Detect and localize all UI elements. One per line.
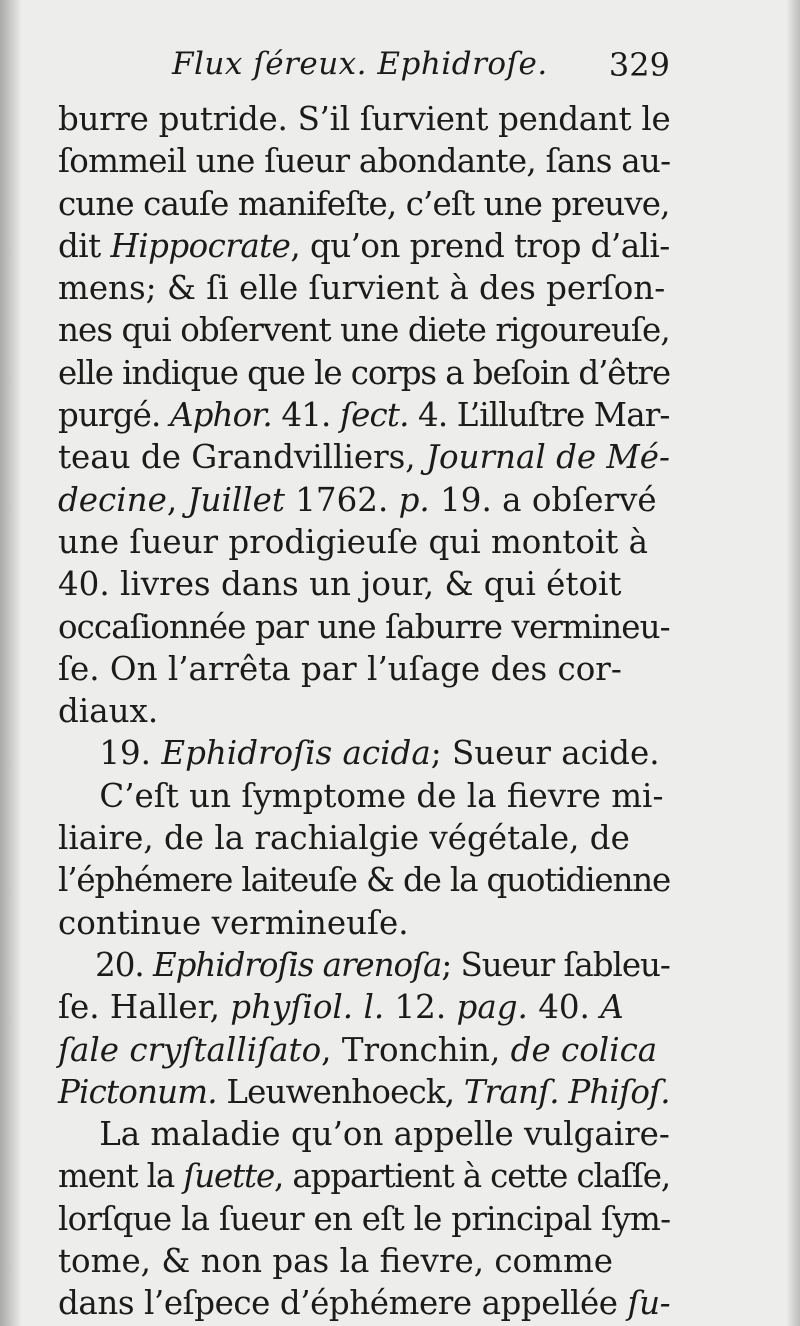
page-number: 329	[608, 46, 670, 84]
text-run: burre putride. S’il ſurvient pendant le	[58, 100, 671, 138]
italic-text-run: Journal de Mé-	[425, 438, 670, 477]
text-line	[58, 732, 670, 774]
text-run: cune cauſe manifeſte, c’eſt une preuve,	[58, 184, 670, 223]
text-run: ſe. Haller,	[58, 988, 231, 1027]
text-line	[58, 606, 670, 648]
italic-text-run: decine	[58, 480, 167, 519]
text-run: 40.	[527, 988, 601, 1027]
text-run: l’éphémere laiteuſe & de la quotidienne	[58, 861, 671, 900]
italic-text-run: ſuette	[183, 1157, 275, 1196]
italic-text-run: Juillet	[187, 480, 285, 519]
text-run: dit	[58, 226, 111, 265]
text-line	[58, 986, 670, 1028]
text-line	[58, 479, 670, 521]
text-run: ; Sueur acide.	[430, 734, 660, 773]
text-run: dans l’eſpece d’éphémere appellée	[58, 1284, 628, 1323]
text-run: occaſionnée par une ſaburre vermineu-	[58, 607, 670, 646]
italic-text-run: A	[600, 988, 624, 1027]
text-line	[58, 140, 670, 182]
text-run: tome, & non pas la fievre, comme	[58, 1242, 613, 1281]
text-line	[58, 436, 670, 478]
text-run: C’eſt un ſymptome de la fievre mi-	[58, 776, 664, 815]
text-run: , qu’on prend trop d’ali-	[290, 226, 670, 265]
text-run: , Tronchin,	[321, 1030, 511, 1069]
text-run: ; Sueur ſableu-	[441, 945, 670, 984]
italic-text-run: Hippocrate	[110, 226, 291, 265]
text-run: 4. L’illuſtre Mar-	[408, 396, 670, 435]
text-run: une ſueur prodigieuſe qui montoit à	[58, 522, 649, 561]
text-run: ment la	[58, 1157, 184, 1196]
italic-text-run: phyſiol. l.	[230, 988, 385, 1027]
text-run: 19.	[58, 734, 162, 773]
italic-text-run: Pictonum.	[58, 1072, 217, 1111]
text-run: purgé.	[58, 396, 170, 435]
italic-text-run: ſect.	[339, 396, 409, 435]
text-run: elle indique que le corps a beſoin d’être	[58, 353, 670, 392]
text-run: 1762.	[284, 480, 399, 519]
text-line	[58, 690, 670, 732]
text-line	[58, 1071, 670, 1113]
text-run: La maladie qu’on appelle vulgaire-	[58, 1115, 670, 1154]
text-line	[58, 225, 670, 267]
text-run: 20.	[58, 945, 153, 984]
text-line	[58, 309, 670, 351]
text-run: teau de Grandvilliers,	[58, 438, 426, 477]
text-line	[58, 352, 670, 394]
text-line	[58, 648, 670, 690]
text-run: nes qui obſervent une diete rigoureuſe,	[58, 311, 670, 350]
text-run: ,	[166, 480, 188, 519]
text-line	[58, 775, 670, 817]
text-line	[58, 1029, 670, 1071]
text-run: 19. a obſervé	[429, 480, 657, 519]
running-title: Flux ſéreux. Ephidroſe.	[172, 46, 548, 82]
text-line	[58, 394, 670, 436]
text-line	[58, 817, 670, 859]
text-line	[58, 183, 670, 225]
italic-text-run: Ephidroſis acida	[161, 734, 431, 773]
text-run: 41.	[271, 396, 340, 435]
italic-text-run: Tranſ. Phiſoſ.	[463, 1072, 670, 1111]
text-line	[58, 1113, 670, 1155]
text-line	[58, 521, 670, 563]
text-run: ſe. On l’arrêta par l’uſage des cor-	[58, 649, 622, 688]
text-run: mens; & ſi elle ſurvient à des perſon-	[58, 269, 666, 308]
text-line	[58, 944, 670, 986]
text-line	[58, 98, 670, 140]
text-run: diaux.	[58, 692, 159, 731]
text-line	[58, 902, 670, 944]
text-run: lorſque la ſueur en eſt le principal ſym-	[58, 1199, 671, 1238]
italic-text-run: Ephidroſis arenoſa	[152, 945, 442, 984]
text-run: liaire, de la rachialgie végétale, de	[58, 819, 630, 858]
body-text	[58, 98, 670, 1325]
text-line	[58, 1155, 670, 1197]
text-run: Leuwenhoeck,	[216, 1072, 464, 1111]
text-run: ſommeil une ſueur abondante, ſans au-	[58, 142, 671, 181]
text-line	[58, 1240, 670, 1282]
text-run: continue vermineuſe.	[58, 903, 409, 942]
page-edge-shadow	[786, 0, 800, 1326]
italic-text-run: ſale cryſtalliſato	[58, 1030, 322, 1069]
text-run: , appartient à cette claſſe,	[274, 1157, 671, 1196]
text-run: 12.	[384, 988, 457, 1027]
text-line	[58, 563, 670, 605]
italic-text-run: de colica	[510, 1030, 658, 1069]
italic-text-run: Aphor.	[169, 396, 272, 435]
italic-text-run: ſu-	[627, 1284, 671, 1323]
text-line	[58, 1282, 670, 1324]
text-line	[58, 267, 670, 309]
italic-text-run: p.	[398, 480, 430, 519]
running-head	[60, 46, 670, 90]
text-line	[58, 1198, 670, 1240]
italic-text-run: pag.	[456, 988, 528, 1027]
text-run: 40. livres dans un jour, & qui étoit	[58, 565, 622, 604]
page-gutter-shadow	[0, 0, 22, 1326]
text-line	[58, 859, 670, 901]
